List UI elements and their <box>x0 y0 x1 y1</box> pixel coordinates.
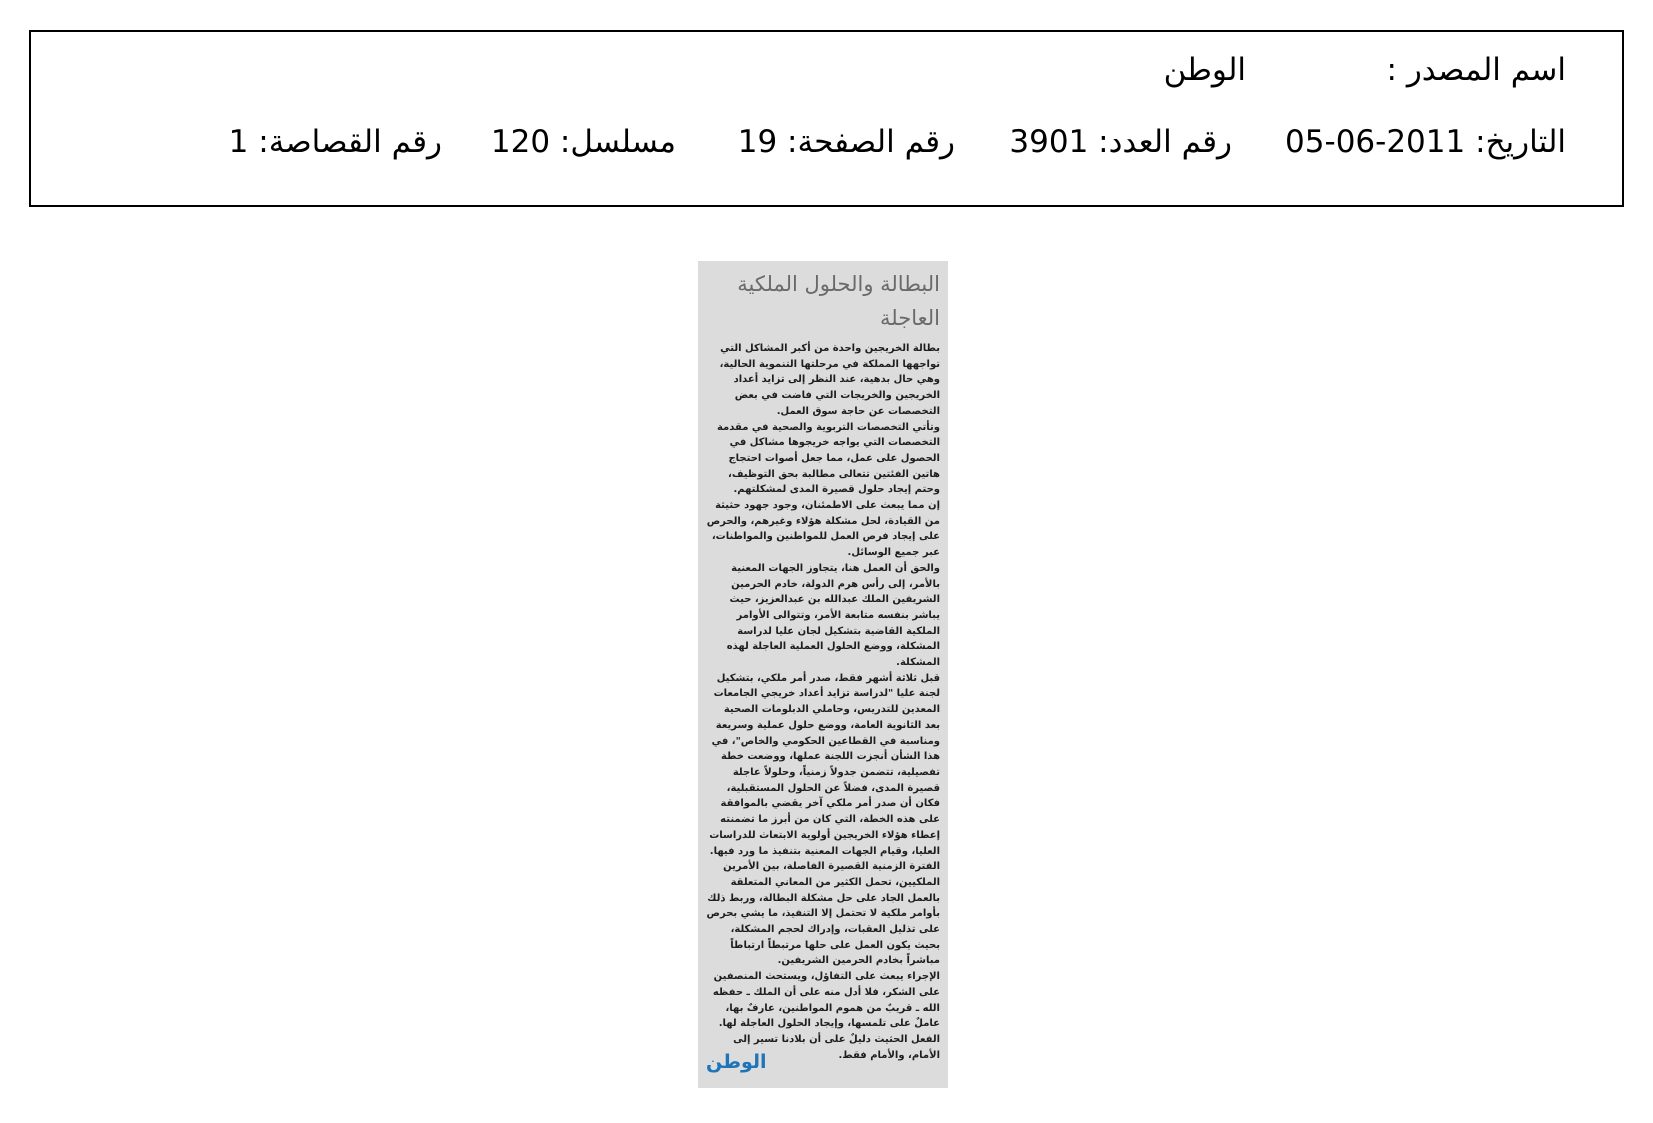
article-paragraph: الإجراء يبعث على التفاؤل، ويستحث المنصفين على الشكر، فلا أدل منه على أن الملك ـ حفظه الله ـ قريبٌ من هموم المواطنين، عارفٌ بها، عاملٌ على تلمسها، وإيجاد الحلول العاجلة لها. الفعل الحثيث دليلٌ على أن بلادنا تسير إلى الأمام، والأمام فقط. <box>712 971 940 1061</box>
article-paragraph: والحق أن العمل هنا، يتجاوز الجهات المعنية بالأمر، إلى رأس هرم الدولة، خادم الحرمين الشريفين الملك عبدالله بن عبدالعزيز، حيث يباشر بنفسه متابعة الأمر، وتتوالى الأوامر الملكية القاضية بتشكيل لجان عليا لدراسة المشكلة، ووضع الحلول العملية العاجلة لهذه المشكلة. <box>726 562 940 669</box>
article-paragraph: بطالة الخريجين واحدة من أكبر المشاكل التي تواجهها المملكة في مرحلتها التنموية الحالية، وهي حال بدهية، عند النظر إلى تزايد أعداد الخريجين والخريجات التي فاضت في بعض التخصصات عن حاجة سوق العمل. <box>719 343 940 417</box>
article-paragraph: الفترة الزمنية القصيرة الفاصلة، بين الأمرين الملكيين، تحمل الكثير من المعاني المتعلقة بالعمل الجاد على حل مشكلة البطالة، وربط ذلك بأوامر ملكية لا تحتمل إلا التنفيذ، ما يشي بحرص على تذليل العقبات، وإدراك لحجم المشكلة، بحيث يكون العمل على حلها مرتبطاً ارتباطاً مباشراً بخادم الحرمين الشريفين. <box>706 861 940 967</box>
article-title-line: العاجلة <box>880 306 940 330</box>
article-paragraph: قبل ثلاثة أشهر فقط، صدر أمر ملكي، بتشكيل لجنة عليا "لدراسة تزايد أعداد خريجي الجامعات المعدين للتدريس، وحاملي الدبلومات الصحية بعد الثانوية العامة، ووضع حلول عملية وسريعة ومناسبة في القطاعين الحكومي والخاص"، في هذا الشأن أنجزت اللجنة عملها، ووضعت خطة تفصيلية، تتضمن جدولاً زمنياً، وحلولاً عاجلة قصيرة المدى، فضلاً عن الحلول المستقبلية، فكان أن صدر أمر ملكي آخر يقضي بالموافقة على هذه الخطة، التي كان من أبرز ما تضمنته إعطاء هؤلاء الخريجين أولوية الابتعاث للدراسات العليا، وقيام الجهات المعنية بتنفيذ ما ورد فيها. <box>709 672 940 857</box>
page-label: رقم الصفحة: 19 <box>737 124 955 160</box>
issue-label: رقم العدد: 3901 <box>1009 124 1232 160</box>
article-paragraph: إن مما يبعث على الاطمئنان، وجود جهود حثيثة من القيادة، لحل مشكلة هؤلاء وغيرهم، والحرص على إيجاد فرص العمل للمواطنين والمواطنات، عبر جميع الوسائل. <box>706 500 940 559</box>
newspaper-logo: الوطن <box>706 1051 767 1073</box>
newspaper-clipping <box>698 261 948 1088</box>
article-paragraph: وتأتي التخصصات التربوية والصحية في مقدمة التخصصات التي يواجه خريجوها مشاكل في الحصول على عمل، مما جعل أصوات احتجاج هاتين الفئتين تتعالى مطالبة بحق التوظيف، وحتم إيجاد حلول قصيرة المدى لمشكلتهم. <box>716 421 940 496</box>
article-title <box>706 267 940 335</box>
article-title-line: البطالة والحلول الملكية <box>737 272 940 296</box>
metadata-header-box <box>29 30 1624 207</box>
clip-label: رقم القصاصة: 1 <box>228 124 442 160</box>
serial-label: مسلسل: 120 <box>490 124 676 160</box>
source-label: اسم المصدر : <box>1386 52 1566 88</box>
article-body <box>706 341 940 1063</box>
date-label: التاريخ: 2011-06-05 <box>1285 124 1566 160</box>
source-value: الوطن <box>1163 52 1246 88</box>
